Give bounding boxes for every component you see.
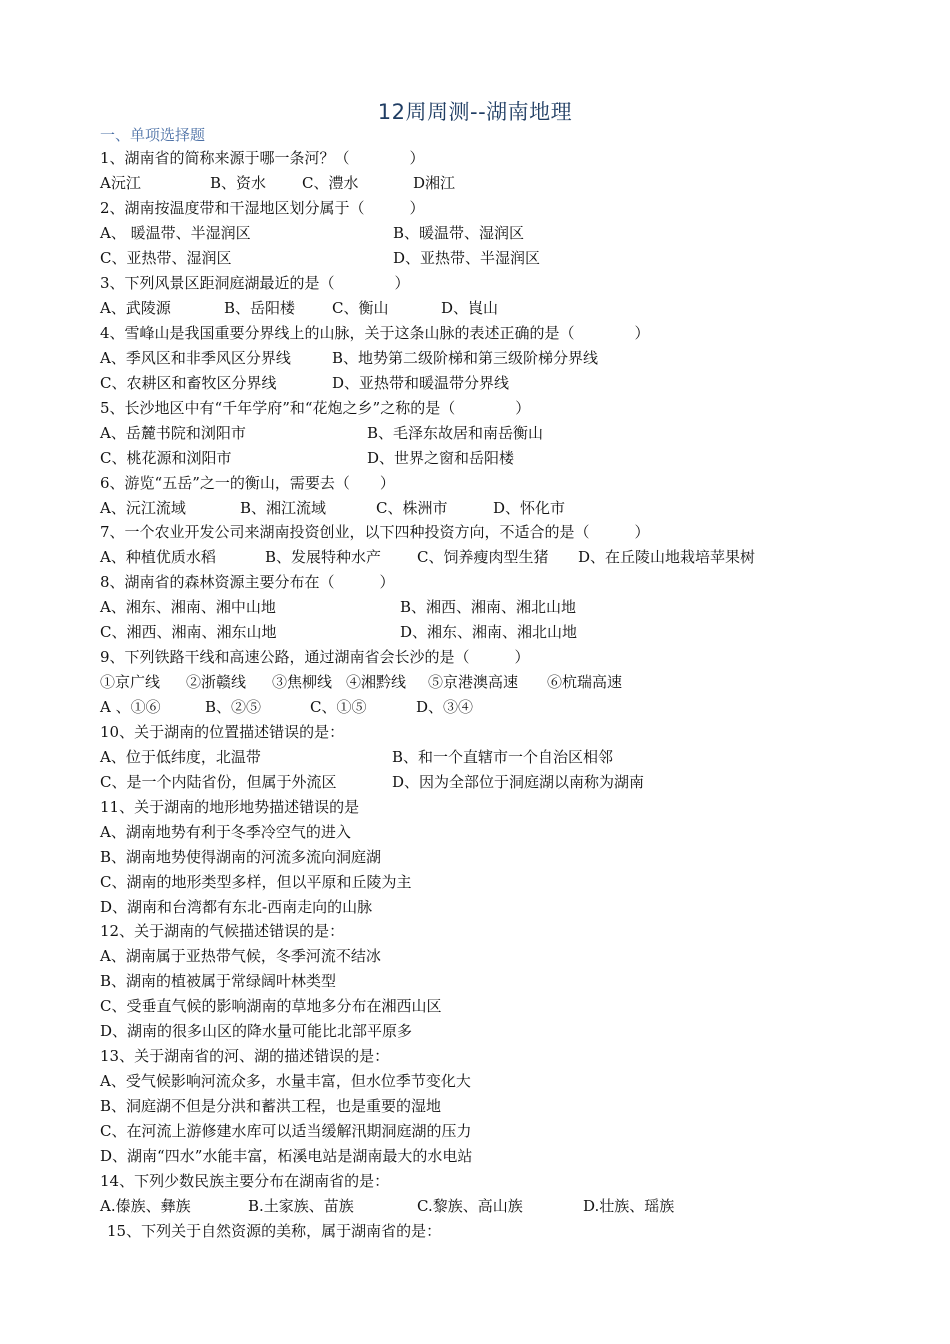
question-8-option-b: B、湘西、湘南、湘北山地 bbox=[400, 598, 577, 616]
question-11-option-a: A、湖南地势有利于冬季冷空气的进入 bbox=[100, 823, 351, 841]
question-9-option-d: D、③④ bbox=[416, 698, 474, 716]
question-12-option-d: D、湖南的很多山区的降水量可能比北部平原多 bbox=[100, 1022, 413, 1040]
question-2-option-c: C、亚热带、湿润区 bbox=[100, 249, 232, 267]
question-1-option-d: D湘江 bbox=[413, 174, 456, 192]
question-1-option-a: A沅江 bbox=[100, 174, 141, 192]
question-5-option-d: D、世界之窗和岳阳楼 bbox=[367, 449, 515, 467]
question-4-option-d: D、亚热带和暖温带分界线 bbox=[332, 374, 510, 392]
question-5-option-a: A、岳麓书院和浏阳市 bbox=[100, 424, 246, 442]
question-1-stem: 1、湖南省的简称来源于哪一条河？（ ） bbox=[100, 149, 425, 167]
question-2-option-a: A、 暖温带、半湿润区 bbox=[100, 224, 251, 242]
question-13-stem: 13、关于湖南省的河、湖的描述错误的是： bbox=[100, 1047, 390, 1065]
question-9-route-6: ⑥杭瑞高速 bbox=[547, 673, 623, 691]
question-14-option-a: A.傣族、彝族 bbox=[100, 1197, 191, 1215]
question-8-option-a: A、湘东、湘南、湘中山地 bbox=[100, 598, 276, 616]
question-1-option-b: B、资水 bbox=[210, 174, 267, 192]
question-8-option-c: C、湘西、湘南、湘东山地 bbox=[100, 623, 277, 641]
question-6-option-b: B、湘江流域 bbox=[240, 499, 327, 517]
question-13-option-d: D、湖南“四水”水能丰富，柘溪电站是湖南最大的水电站 bbox=[100, 1147, 473, 1165]
question-14-option-d: D.壮族、瑶族 bbox=[583, 1197, 675, 1215]
question-15-stem: 15、下列关于自然资源的美称，属于湖南省的是： bbox=[107, 1222, 442, 1240]
question-3-option-a: A、武陵源 bbox=[100, 299, 171, 317]
question-12-option-a: A、湖南属于亚热带气候，冬季河流不结冰 bbox=[100, 947, 381, 965]
question-4-option-a: A、季风区和非季风区分界线 bbox=[100, 349, 291, 367]
question-2-option-b: B、暖温带、湿润区 bbox=[393, 224, 525, 242]
question-9-option-a: A 、①⑥ bbox=[100, 698, 161, 716]
question-6-option-d: D、怀化市 bbox=[493, 499, 566, 517]
question-12-option-c: C、受垂直气候的影响湖南的草地多分布在湘西山区 bbox=[100, 997, 442, 1015]
question-9-stem: 9、下列铁路干线和高速公路，通过湖南省会长沙的是（ ） bbox=[100, 648, 530, 666]
question-14-stem: 14、下列少数民族主要分布在湖南省的是： bbox=[100, 1172, 390, 1190]
question-7-option-b: B、发展特种水产 bbox=[265, 548, 382, 566]
question-11-option-d: D、湖南和台湾都有东北-西南走向的山脉 bbox=[100, 898, 373, 916]
question-6-option-c: C、株洲市 bbox=[376, 499, 448, 517]
question-6-option-a: A、沅江流域 bbox=[100, 499, 186, 517]
question-2-stem: 2、湖南按温度带和干湿地区划分属于（ ） bbox=[100, 199, 425, 217]
question-12-stem: 12、关于湖南的气候描述错误的是： bbox=[100, 922, 345, 940]
question-9-option-b: B、②⑤ bbox=[205, 698, 262, 716]
question-3-option-d: D、崀山 bbox=[441, 299, 499, 317]
question-8-stem: 8、湖南省的森林资源主要分布在（ ） bbox=[100, 573, 395, 591]
question-5-option-b: B、毛泽东故居和南岳衡山 bbox=[367, 424, 544, 442]
question-4-option-b: B、地势第二级阶梯和第三级阶梯分界线 bbox=[332, 349, 599, 367]
question-11-option-c: C、湖南的地形类型多样，但以平原和丘陵为主 bbox=[100, 873, 412, 891]
question-11-option-b: B、湖南地势使得湖南的河流多流向洞庭湖 bbox=[100, 848, 382, 866]
question-9-route-5: ⑤京港澳高速 bbox=[428, 673, 519, 691]
question-10-option-a: A、位于低纬度，北温带 bbox=[100, 748, 261, 766]
section-heading: 一、单项选择题 bbox=[100, 126, 206, 144]
question-2-option-d: D、亚热带、半湿润区 bbox=[393, 249, 541, 267]
page-title: 12周周测--湖南地理 bbox=[377, 100, 573, 124]
question-6-stem: 6、游览“五岳”之一的衡山，需要去（ ） bbox=[100, 474, 395, 492]
question-7-stem: 7、一个农业开发公司来湖南投资创业，以下四种投资方向，不适合的是（ ） bbox=[100, 523, 650, 541]
question-14-option-c: C.黎族、高山族 bbox=[417, 1197, 523, 1215]
question-10-option-c: C、是一个内陆省份，但属于外流区 bbox=[100, 773, 337, 791]
question-9-option-c: C、①⑤ bbox=[310, 698, 367, 716]
question-3-option-c: C、衡山 bbox=[332, 299, 389, 317]
question-3-option-b: B、岳阳楼 bbox=[224, 299, 296, 317]
question-5-stem: 5、长沙地区中有“千年学府”和“花炮之乡”之称的是（ ） bbox=[100, 399, 531, 417]
question-7-option-d: D、在丘陵山地栽培苹果树 bbox=[578, 548, 756, 566]
question-12-option-b: B、湖南的植被属于常绿阔叶林类型 bbox=[100, 972, 337, 990]
question-14-option-b: B.土家族、苗族 bbox=[248, 1197, 354, 1215]
question-9-route-4: ④湘黔线 bbox=[346, 673, 407, 691]
question-10-option-b: B、和一个直辖市一个自治区相邻 bbox=[392, 748, 614, 766]
question-9-route-2: ②浙赣线 bbox=[186, 673, 247, 691]
question-7-option-c: C、饲养瘦肉型生猪 bbox=[417, 548, 549, 566]
question-7-option-a: A、种植优质水稻 bbox=[100, 548, 216, 566]
question-9-route-3: ③焦柳线 bbox=[272, 673, 333, 691]
question-9-route-1: ①京广线 bbox=[100, 673, 161, 691]
question-1-option-c: C、澧水 bbox=[302, 174, 359, 192]
question-3-stem: 3、下列风景区距洞庭湖最近的是（ ） bbox=[100, 274, 410, 292]
question-4-option-c: C、农耕区和畜牧区分界线 bbox=[100, 374, 277, 392]
question-8-option-d: D、湘东、湘南、湘北山地 bbox=[400, 623, 578, 641]
question-13-option-c: C、在河流上游修建水库可以适当缓解汛期洞庭湖的压力 bbox=[100, 1122, 472, 1140]
question-10-stem: 10、关于湖南的位置描述错误的是： bbox=[100, 723, 345, 741]
question-13-option-a: A、受气候影响河流众多，水量丰富，但水位季节变化大 bbox=[100, 1072, 471, 1090]
question-10-option-d: D、因为全部位于洞庭湖以南称为湖南 bbox=[392, 773, 645, 791]
question-4-stem: 4、雪峰山是我国重要分界线上的山脉，关于这条山脉的表述正确的是（ ） bbox=[100, 324, 650, 342]
question-5-option-c: C、桃花源和浏阳市 bbox=[100, 449, 232, 467]
question-11-stem: 11、关于湖南的地形地势描述错误的是 bbox=[100, 798, 360, 816]
question-13-option-b: B、洞庭湖不但是分洪和蓄洪工程，也是重要的湿地 bbox=[100, 1097, 442, 1115]
